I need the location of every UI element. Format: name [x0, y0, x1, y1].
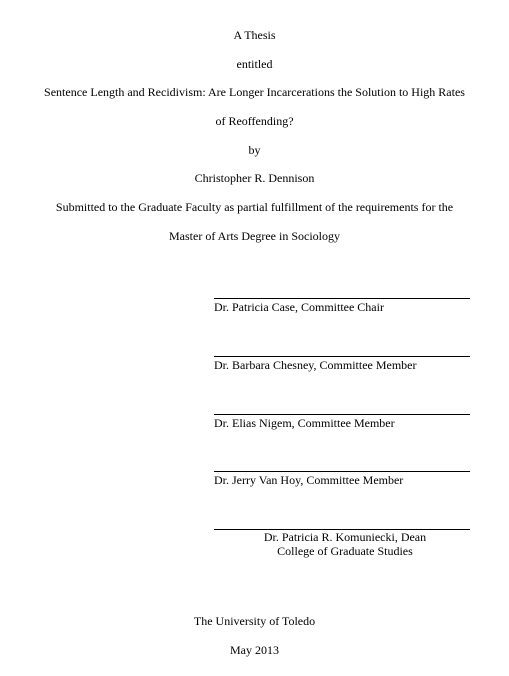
signature-line-member-2	[214, 414, 470, 415]
signature-line-member-3	[214, 471, 470, 472]
submission-statement-line-1: Submitted to the Graduate Faculty as partial fulfillment of the requirements for the	[55, 200, 454, 214]
submission-statement-line-2: Master of Arts Degree in Sociology	[169, 229, 340, 243]
dean-office: College of Graduate Studies	[277, 544, 413, 558]
by-label: by	[248, 143, 261, 157]
thesis-title-line-1: Sentence Length and Recidivism: Are Longer Incarcerations the Solution to High Rates	[44, 85, 465, 99]
entitled-label: entitled	[236, 57, 273, 71]
signature-label-member-3: Dr. Jerry Van Hoy, Committee Member	[214, 473, 404, 487]
signature-label-member-2: Dr. Elias Nigem, Committee Member	[214, 416, 395, 430]
signature-label-member-1: Dr. Barbara Chesney, Committee Member	[214, 358, 417, 372]
signature-label-chair: Dr. Patricia Case, Committee Chair	[214, 300, 384, 314]
document-type: A Thesis	[233, 28, 276, 42]
signature-line-chair	[214, 298, 470, 299]
signature-line-member-1	[214, 356, 470, 357]
university-name: The University of Toledo	[193, 614, 316, 628]
submission-date: May 2013	[230, 643, 279, 657]
dean-signature-block	[214, 530, 476, 558]
dean-name: Dr. Patricia R. Komuniecki, Dean	[263, 530, 427, 544]
thesis-title-line-2: of Reoffending?	[215, 114, 294, 128]
author-name: Christopher R. Dennison	[194, 171, 315, 185]
